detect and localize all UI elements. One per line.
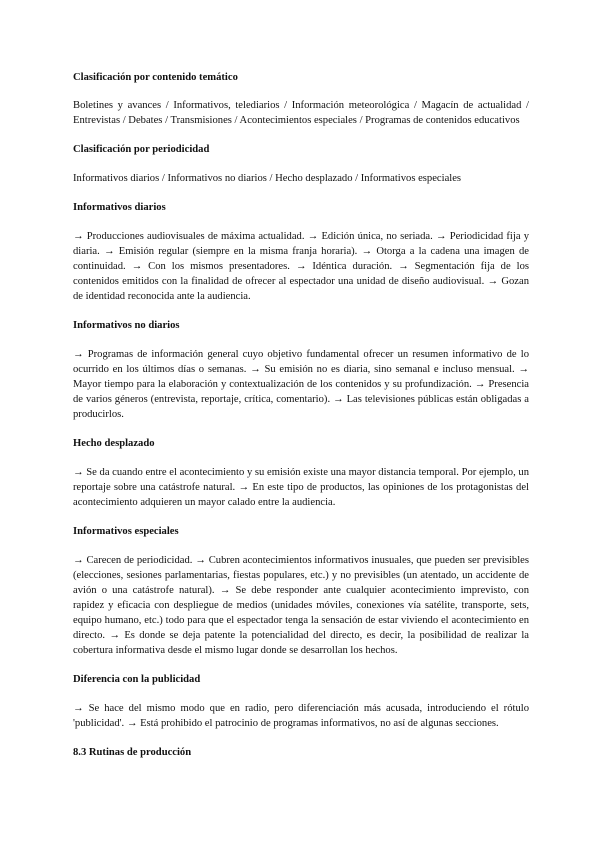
section-heading: 8.3 Rutinas de producción [73, 747, 192, 758]
section-clasificacion-contenido [73, 70, 529, 128]
section-body: → Carecen de periodicidad. → Cubren acontecimientos informativos inusuales, que pueden ser previsibles (elecciones, sesiones parlamentarias, fiestas populares, etc.) y no previsibles (un atentado, un accidente de avión o una catástrofe natural). → Se debe responder ante cualquier acontecimiento imprevisto, con rapidez y eficacia con despliegue de medios (unidades móviles, conexiones vía satélite, transporte, sets, equipo humano, etc.) todo para que el espectador tenga la sensación de estar viviendo el acontecimiento en directo. → Es donde se deja patente la potencialidad del directo, es decir, la posibilidad de realizar la cobertura informativa desde el mismo lugar donde se desarrollan los hechos. [73, 555, 529, 656]
section-body: → Se da cuando entre el acontecimiento y su emisión existe una mayor distancia temporal. Por ejemplo, un reportaje sobre una catástrofe natural. → En este tipo de productos, las opiniones de los protagonistas del acontecimiento adquieren un mayor calado entre la audiencia. [73, 467, 529, 508]
section-heading: Informativos especiales [73, 526, 179, 537]
section-heading: Hecho desplazado [73, 438, 155, 449]
section-heading: Informativos no diarios [73, 320, 180, 331]
section-clasificacion-periodicidad [73, 142, 529, 186]
section-rutinas-produccion [73, 745, 529, 760]
section-heading: Clasificación por contenido temático [73, 72, 238, 83]
section-heading: Diferencia con la publicidad [73, 674, 201, 685]
section-informativos-no-diarios [73, 318, 529, 422]
section-body: Boletines y avances / Informativos, telediarios / Información meteorológica / Magacín de actualidad / Entrevistas / Debates / Transmisiones / Acontecimientos especiales / Programas de contenidos educativos [73, 100, 529, 126]
section-body: → Programas de información general cuyo objetivo fundamental ofrecer un resumen informativo de lo ocurrido en los últimos días o semanas. → Su emisión no es diaria, sino semanal e incluso mensual. → Mayor tiempo para la elaboración y contextualización de los contenidos y su profundización. → Presencia de varios géneros (entrevista, reportaje, crítica, comentario). → Las televisiones públicas están obligadas a producirlos. [73, 349, 529, 420]
section-hecho-desplazado [73, 436, 529, 510]
section-body: Informativos diarios / Informativos no diarios / Hecho desplazado / Informativos especiales [73, 173, 462, 184]
section-informativos-diarios [73, 200, 529, 304]
section-heading: Informativos diarios [73, 202, 166, 213]
section-body: → Producciones audiovisuales de máxima actualidad. → Edición única, no seriada. → Periodicidad fija y diaria. → Emisión regular (siempre en la misma franja horaria). → Otorga a la cadena una imagen de continuidad. → Con los mismos presentadores. → Idéntica duración. → Segmentación fija de los contenidos emitidos con la finalidad de ofrecer al espectador una unidad de diseño audiovisual. → Gozan de identidad reconocida ante la audiencia. [73, 231, 529, 302]
document-page [73, 70, 529, 774]
section-diferencia-publicidad [73, 672, 529, 731]
section-heading: Clasificación por periodicidad [73, 144, 210, 155]
section-body: → Se hace del mismo modo que en radio, pero diferenciación más acusada, introduciendo el rótulo 'publicidad'. → Está prohibido el patrocinio de programas informativos, no así de algunas secciones. [73, 703, 529, 729]
section-informativos-especiales [73, 524, 529, 658]
